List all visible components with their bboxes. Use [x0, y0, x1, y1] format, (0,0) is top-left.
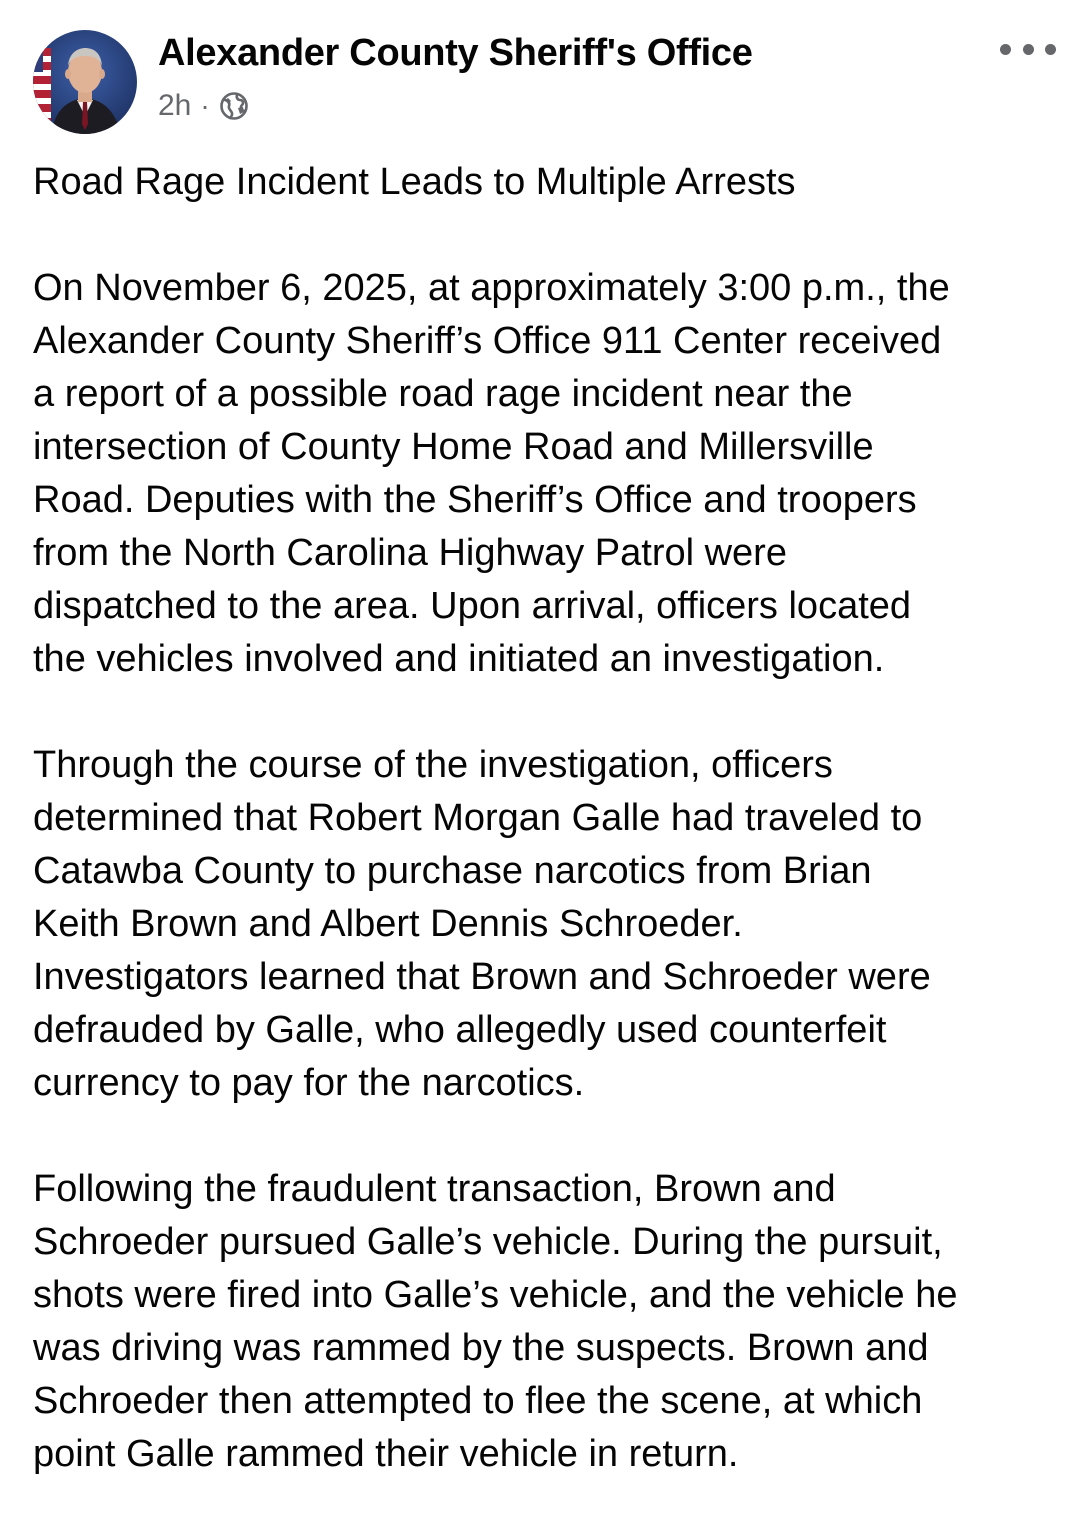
post-timestamp[interactable]: 2h [158, 89, 192, 122]
post-meta [158, 86, 249, 126]
post-body [33, 156, 1043, 1534]
meta-separator: · [200, 90, 210, 121]
more-options-button[interactable] [1000, 34, 1056, 64]
paragraph-line: determined that Robert Morgan Galle had traveled to [33, 797, 923, 839]
paragraph-line: Road. Deputies with the Sheriff’s Office and troopers [33, 479, 917, 521]
paragraph-line: Alexander County Sheriff’s Office 911 Center received [33, 320, 942, 362]
paragraph-line: Catawba County to purchase narcotics from Brian [33, 850, 872, 892]
paragraph-line: Schroeder then attempted to flee the scene, at which [33, 1380, 923, 1422]
post-paragraph-2 [33, 739, 1043, 1110]
paragraph-line: the vehicles involved and initiated an investigation. [33, 638, 885, 680]
post-title-text: Road Rage Incident Leads to Multiple Arrests [33, 161, 796, 203]
post-paragraph-1 [33, 262, 1043, 686]
paragraph-line: currency to pay for the narcotics. [33, 1062, 585, 1104]
more-dot-icon [1023, 44, 1034, 55]
paragraph-line: Through the course of the investigation, officers [33, 744, 833, 786]
paragraph-line: On November 6, 2025, at approximately 3:00 p.m., the [33, 267, 950, 309]
paragraph-line: Schroeder pursued Galle’s vehicle. During the pursuit, [33, 1221, 943, 1263]
paragraph-line: a report of a possible road rage incident near the [33, 373, 853, 415]
paragraph-line: Investigators learned that Brown and Schroeder were [33, 956, 931, 998]
paragraph-line: Keith Brown and Albert Dennis Schroeder. [33, 903, 743, 945]
page-author-name[interactable]: Alexander County Sheriff's Office [158, 32, 753, 74]
more-dot-icon [1000, 44, 1011, 55]
profile-avatar[interactable] [33, 30, 137, 134]
paragraph-line: was driving was rammed by the suspects. Brown and [33, 1327, 929, 1369]
paragraph-line: from the North Carolina Highway Patrol were [33, 532, 787, 574]
paragraph-line: shots were fired into Galle’s vehicle, and the vehicle he [33, 1274, 958, 1316]
post-paragraph-3 [33, 1163, 1043, 1481]
globe-icon[interactable] [219, 91, 249, 121]
more-dot-icon [1045, 44, 1056, 55]
paragraph-line: intersection of County Home Road and Millersville [33, 426, 874, 468]
paragraph-line: point Galle rammed their vehicle in return. [33, 1433, 739, 1475]
paragraph-line: Following the fraudulent transaction, Brown and [33, 1168, 836, 1210]
post-header [0, 0, 1080, 150]
paragraph-line: dispatched to the area. Upon arrival, officers located [33, 585, 912, 627]
avatar-photo-icon [33, 30, 137, 134]
post-title [33, 156, 1043, 209]
paragraph-line: defrauded by Galle, who allegedly used counterfeit [33, 1009, 887, 1051]
